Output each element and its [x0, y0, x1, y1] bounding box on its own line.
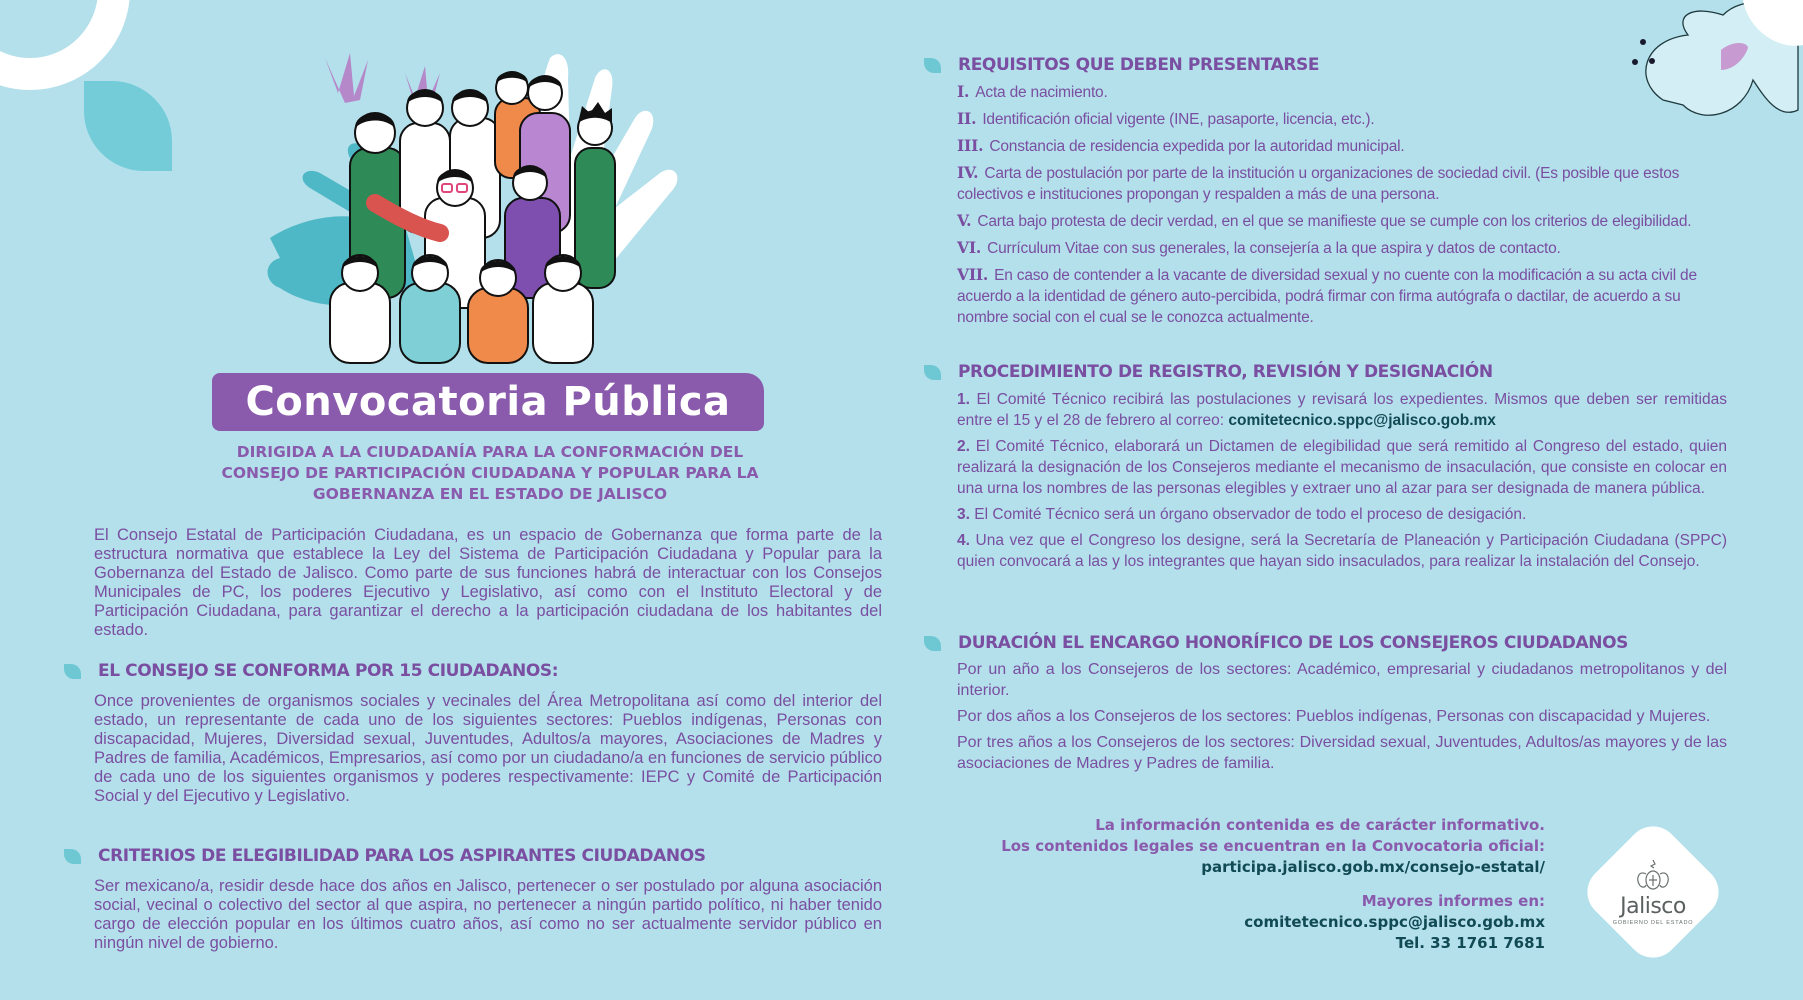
community-group-illustration — [250, 38, 730, 368]
leaf-bullet-icon — [64, 849, 81, 864]
consejo-paragraph: Once provenientes de organismos sociales y vecinales del Área Metropolitana así como del interior del estado, un representante de cada uno de los siguientes sectores: Pueblos indígenas, Personas con discapacidad, Mujeres, Diversidad sexual, Juventudes, Adultos/a mayores, Asociaciones de Madres y Padres de familia, Académicos, Empresarios, así como por un ciudadano/a en funciones de servicio público de cada uno de los siguientes organismos y poderes respectivamente: IEPC y Comité de Participación Social y del Ejecutivo y Legislativo. — [94, 692, 882, 805]
item-number: 4. — [957, 532, 970, 549]
jalisco-wordmark: Jalisco — [1620, 894, 1686, 919]
leaf-bullet-icon — [924, 58, 941, 73]
item-number: V. — [957, 211, 972, 230]
list-item — [957, 504, 1727, 525]
contact-email-link[interactable]: comitetecnico.sppc@jalisco.gob.mx — [1244, 913, 1545, 931]
item-text: El Comité Técnico será un órgano observador de todo el proceso de desigación. — [974, 506, 1527, 523]
section-heading-consejo — [64, 661, 558, 681]
item-text: Acta de nacimiento. — [975, 84, 1108, 101]
subtitle: DIRIGIDA A LA CIUDADANÍA PARA LA CONFORMACIÓN DEL CONSEJO DE PARTICIPACIÓN CIUDADANA Y POPULAR PARA LA GOBERNANZA EN EL ESTADO DE JALISCO — [221, 443, 759, 503]
item-number: IV. — [957, 163, 979, 182]
footer-info — [940, 815, 1545, 954]
item-text: Una vez que el Congreso los designe, será la Secretaría de Planeación y Participación Ciudadana (SPPC) quien convocará a las y los integrantes que hayan sido insaculados, para realizar la instalación del Consejo. — [957, 532, 1727, 570]
list-item: Por dos años a los Consejeros de los sectores: Pueblos indígenas, Personas con discapacidad y Mujeres. — [957, 708, 1711, 725]
item-text: Identificación oficial vigente (INE, pasaporte, licencia, etc.). — [982, 111, 1375, 128]
item-text: Constancia de residencia expedida por la autoridad municipal. — [989, 138, 1405, 155]
list-item: Por tres años a los Consejeros de los sectores: Diversidad sexual, Juventudes, Adultos/as mayores y de las asociaciones de Madres y Padres de familia. — [957, 734, 1727, 772]
item-text: En caso de contender a la vacante de diversidad sexual y no cuente con la modificación a su acta civil de acuerdo a la identidad de género auto-percibida, podrá firmar con firma autógrafa o dactilar, de acuerdo a su nombre social con el cual se le conozca actualmente. — [957, 267, 1697, 326]
item-text: El Comité Técnico, elaborará un Dictamen de elegibilidad que será remitido al Congreso del estado, quien realizará la designación de los Consejeros mediante el mecanismo de insaculación, que consiste en colocar en una urna los nombres de las personas elegibles y extraer uno al azar para ser designada de manera pública. — [957, 438, 1728, 497]
section-title: PROCEDIMIENTO DE REGISTRO, REVISIÓN Y DESIGNACIÓN — [958, 362, 1493, 382]
email-link[interactable]: comitetecnico.sppc@jalisco.gob.mx — [1228, 412, 1496, 429]
item-number: VI. — [957, 238, 982, 257]
item-text: El Comité Técnico recibirá las postulaciones y revisará los expedientes. Mismos que deben ser remitidas entre el 15 y el 28 de febrero al correo: — [957, 391, 1727, 429]
leaf-bullet-icon — [64, 664, 81, 679]
section-title: DURACIÓN EL ENCARGO HONORÍFICO DE LOS CONSEJEROS CIUDADANOS — [958, 633, 1628, 653]
intro-paragraph: El Consejo Estatal de Participación Ciudadana, es un espacio de Gobernanza que forma parte de la estructura normativa que establece la Ley del Sistema de Participación Ciudadana y Popular para la Gobernanza del Estado de Jalisco. Como parte de sus funciones habrá de interactuar con los Consejos Municipales de PC, los poderes Ejecutivo y Legislativo, así como con el Instituto Electoral y de Participación Ciudadana, para garantizar el derecho a la participación ciudadana de los habitantes del estado. — [94, 526, 882, 639]
list-item — [957, 81, 1727, 103]
item-text: Carta bajo protesta de decir verdad, en el que se manifieste que se cumple con los criterios de elegibilidad. — [977, 213, 1692, 230]
convocatoria-url-link[interactable]: participa.jalisco.gob.mx/consejo-estatal/ — [1201, 858, 1545, 876]
duracion-list — [957, 659, 1727, 779]
section-heading-procedimiento — [924, 362, 1493, 382]
item-number: I. — [957, 82, 970, 101]
jalisco-logo — [1589, 838, 1717, 946]
page-title: Convocatoria Pública — [245, 379, 731, 425]
list-item — [957, 264, 1727, 328]
decorative-leaf — [84, 81, 172, 171]
section-title: CRITERIOS DE ELEGIBILIDAD PARA LOS ASPIRANTES CIUDADANOS — [98, 846, 706, 866]
list-item — [957, 135, 1727, 157]
section-heading-duracion — [924, 633, 1628, 653]
contact-phone[interactable]: Tel. 33 1761 7681 — [1395, 934, 1545, 952]
item-number: III. — [957, 136, 984, 155]
list-item — [957, 530, 1727, 572]
title-banner — [212, 373, 764, 431]
disclaimer-line: La información contenida es de carácter informativo. — [1095, 816, 1545, 834]
item-number: 3. — [957, 506, 970, 523]
list-item — [957, 237, 1727, 259]
section-heading-requisitos — [924, 55, 1319, 75]
list-item — [957, 162, 1727, 205]
disclaimer-line: Los contenidos legales se encuentran en la Convocatoria oficial: — [1001, 837, 1545, 855]
requisitos-list — [957, 81, 1727, 333]
leaf-bullet-icon — [924, 365, 941, 380]
list-item — [957, 436, 1727, 499]
item-text: Currículum Vitae con sus generales, la consejería a la que aspira y datos de contacto. — [987, 240, 1561, 257]
list-item — [957, 389, 1727, 431]
section-title: REQUISITOS QUE DEBEN PRESENTARSE — [958, 55, 1320, 75]
section-heading-criterios — [64, 846, 706, 866]
list-item — [957, 108, 1727, 130]
item-text: Carta de postulación por parte de la institución u organizaciones de sociedad civil. (Es posible que estos colectivos e instituciones propongan y respalden a más de una persona. — [957, 165, 1680, 203]
list-item: Por un año a los Consejeros de los sectores: Académico, empresarial y ciudadanos metropolitanos y del interior. — [957, 661, 1727, 699]
list-item — [957, 210, 1727, 232]
item-number: 1. — [957, 391, 970, 408]
procedimiento-list — [957, 389, 1727, 577]
item-number: VII. — [957, 265, 989, 284]
decorative-ring — [0, 0, 130, 90]
criterios-paragraph: Ser mexicano/a, residir desde hace dos años en Jalisco, pertenecer o ser postulado por alguna asociación social, vecinal o colectivo del sector al que aspira, no pertenecer a ningún partido político, ni haber tenido cargo de elección popular en los últimos cuatro años, así como no ser actualmente servidor público en ningún nivel de gobierno. — [94, 877, 882, 952]
more-info-label: Mayores informes en: — [1361, 892, 1545, 910]
item-number: 2. — [957, 438, 970, 455]
leaf-bullet-icon — [924, 636, 941, 651]
jalisco-subtitle: GOBIERNO DEL ESTADO — [1612, 920, 1694, 926]
section-title: EL CONSEJO SE CONFORMA POR 15 CIUDADANOS: — [98, 661, 559, 681]
item-number: II. — [957, 109, 977, 128]
jalisco-crest-icon — [1633, 858, 1673, 894]
